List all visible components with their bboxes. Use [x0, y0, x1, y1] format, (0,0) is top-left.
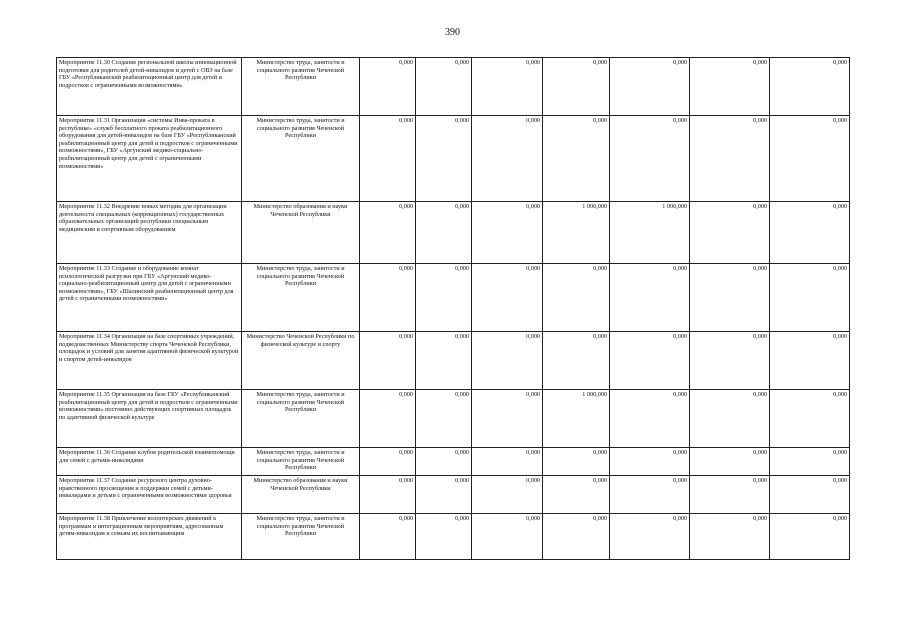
value-cell: 0,000	[416, 448, 472, 476]
value-cell: 0,000	[610, 448, 690, 476]
table-row	[57, 202, 850, 264]
table-row	[57, 332, 850, 390]
value-cell: 0,000	[770, 390, 850, 448]
value-cell: 0,000	[472, 448, 543, 476]
value-cell: 0,000	[360, 514, 416, 560]
value-cell: 0,000	[416, 332, 472, 390]
value-cell: 0,000	[690, 390, 770, 448]
value-cell: 0,000	[472, 332, 543, 390]
budget-table	[56, 57, 850, 560]
value-cell: 0,000	[472, 264, 543, 332]
value-cell: 0,000	[472, 476, 543, 514]
value-cell: 0,000	[543, 58, 610, 116]
measure-cell: Мероприятие 11.37 Создание ресурсного центра духовно-нравственного просвещения и поддержки семей с детьми-инвалидами и детьми с ограниченными возможностями здоровья	[57, 476, 242, 514]
value-cell: 0,000	[360, 202, 416, 264]
executor-cell: Министерство образования и науки Чеченской Республики	[242, 202, 360, 264]
value-cell: 0,000	[543, 332, 610, 390]
value-cell: 0,000	[416, 390, 472, 448]
measure-cell: Мероприятие 11.36 Создание клубов родительской взаимопомощи для семей с детьми-инвалидами	[57, 448, 242, 476]
value-cell: 0,000	[360, 332, 416, 390]
value-cell: 0,000	[543, 448, 610, 476]
executor-cell: Министерство труда, занятости и социального развития Чеченской Республики	[242, 390, 360, 448]
value-cell: 0,000	[472, 58, 543, 116]
value-cell: 0,000	[543, 116, 610, 202]
value-cell: 0,000	[416, 202, 472, 264]
executor-cell: Министерство труда, занятости и социального развития Чеченской Республики	[242, 116, 360, 202]
measure-cell: Мероприятие 11.38 Привлечение волонтерских движений к программам и интеграционным мероприятиям, адресованным детям-инвалидам и семьям их воспитывающим	[57, 514, 242, 560]
value-cell: 0,000	[416, 58, 472, 116]
measure-cell: Мероприятие 11.33 Создание и оборудование комнат психологической разгрузки при ГБУ «Аргунский медико-социально-реабилитационный центр для детей с ограниченными возможностями», ГБУ «Шалинский реабилитационный центр для детей с ограниченными возможностями»	[57, 264, 242, 332]
table-row	[57, 264, 850, 332]
value-cell: 1 000,000	[610, 202, 690, 264]
value-cell: 0,000	[610, 264, 690, 332]
executor-cell: Министерство труда, занятости и социального развития Чеченской Республики	[242, 58, 360, 116]
table-row	[57, 390, 850, 448]
table-row	[57, 58, 850, 116]
executor-cell: Министерство труда, занятости и социального развития Чеченской Республики	[242, 264, 360, 332]
value-cell: 0,000	[770, 514, 850, 560]
value-cell: 0,000	[770, 332, 850, 390]
value-cell: 0,000	[770, 202, 850, 264]
value-cell: 0,000	[690, 202, 770, 264]
value-cell: 0,000	[690, 448, 770, 476]
value-cell: 0,000	[472, 514, 543, 560]
value-cell: 0,000	[472, 202, 543, 264]
page-number: 390	[445, 27, 460, 38]
value-cell: 0,000	[690, 332, 770, 390]
value-cell: 0,000	[360, 390, 416, 448]
value-cell: 0,000	[690, 514, 770, 560]
value-cell: 0,000	[770, 58, 850, 116]
measure-cell: Мероприятие 11.32 Внедрение новых методик для организации деятельности специальных (коррекционных) государственных образовательных организаций республики специальным медицинским и спортивным оборудованием	[57, 202, 242, 264]
value-cell: 0,000	[610, 58, 690, 116]
value-cell: 0,000	[360, 476, 416, 514]
value-cell: 0,000	[770, 448, 850, 476]
table-body	[57, 58, 850, 560]
value-cell: 0,000	[543, 514, 610, 560]
value-cell: 0,000	[543, 476, 610, 514]
measure-cell: Мероприятие 11.34 Организация на базе спортивных учреждений, подведомственных Министерству спорта Чеченской Республики, площадок и условий для занятия адаптивной физической культурой и спортом детей-инвалидов	[57, 332, 242, 390]
value-cell: 0,000	[610, 514, 690, 560]
table-row	[57, 514, 850, 560]
value-cell: 0,000	[472, 390, 543, 448]
value-cell: 0,000	[360, 116, 416, 202]
table-row	[57, 116, 850, 202]
executor-cell: Министерство труда, занятости и социального развития Чеченской Республики	[242, 514, 360, 560]
value-cell: 0,000	[416, 514, 472, 560]
value-cell: 0,000	[610, 390, 690, 448]
value-cell: 1 000,000	[543, 202, 610, 264]
value-cell: 0,000	[360, 58, 416, 116]
value-cell: 0,000	[360, 264, 416, 332]
value-cell: 0,000	[610, 332, 690, 390]
executor-cell: Министерство Чеченской Республики по физической культуре и спорту	[242, 332, 360, 390]
executor-cell: Министерство труда, занятости и социального развития Чеченской Республики	[242, 448, 360, 476]
value-cell: 0,000	[690, 264, 770, 332]
measure-cell: Мероприятие 11.31 Организация «системы Инва-проката в республике» «служб бесплатного проката реабилитационного оборудования для детей-инвалидов на базе ГБУ «Республиканский реабилитационный центр для детей и подростков с ограниченными возможностями», ГБУ «Аргунский медико-социально-реабилитационный центр для детей с ограниченными возможностями»	[57, 116, 242, 202]
measure-cell: Мероприятие 11.30 Создание региональной школы инновационной подготовки для родителей детей-инвалидов и детей с ОВЗ на базе ГБУ «Республиканский реабилитационный центр для детей и подростков с ограниченными возможностями»	[57, 58, 242, 116]
value-cell: 1 000,000	[543, 390, 610, 448]
measure-cell: Мероприятие 11.35 Организация на базе ГБУ «Республиканский реабилитационный центр для детей и подростков с ограниченными возможностями» постоянно действующих спортивных площадок по адаптивной физической культуре	[57, 390, 242, 448]
value-cell: 0,000	[360, 448, 416, 476]
value-cell: 0,000	[690, 116, 770, 202]
value-cell: 0,000	[610, 116, 690, 202]
value-cell: 0,000	[610, 476, 690, 514]
value-cell: 0,000	[416, 116, 472, 202]
value-cell: 0,000	[690, 476, 770, 514]
table-row	[57, 476, 850, 514]
value-cell: 0,000	[770, 264, 850, 332]
value-cell: 0,000	[416, 476, 472, 514]
value-cell: 0,000	[472, 116, 543, 202]
value-cell: 0,000	[690, 58, 770, 116]
value-cell: 0,000	[770, 476, 850, 514]
value-cell: 0,000	[543, 264, 610, 332]
executor-cell: Министерство образования и науки Чеченской Республики	[242, 476, 360, 514]
table-row	[57, 448, 850, 476]
value-cell: 0,000	[416, 264, 472, 332]
value-cell: 0,000	[770, 116, 850, 202]
